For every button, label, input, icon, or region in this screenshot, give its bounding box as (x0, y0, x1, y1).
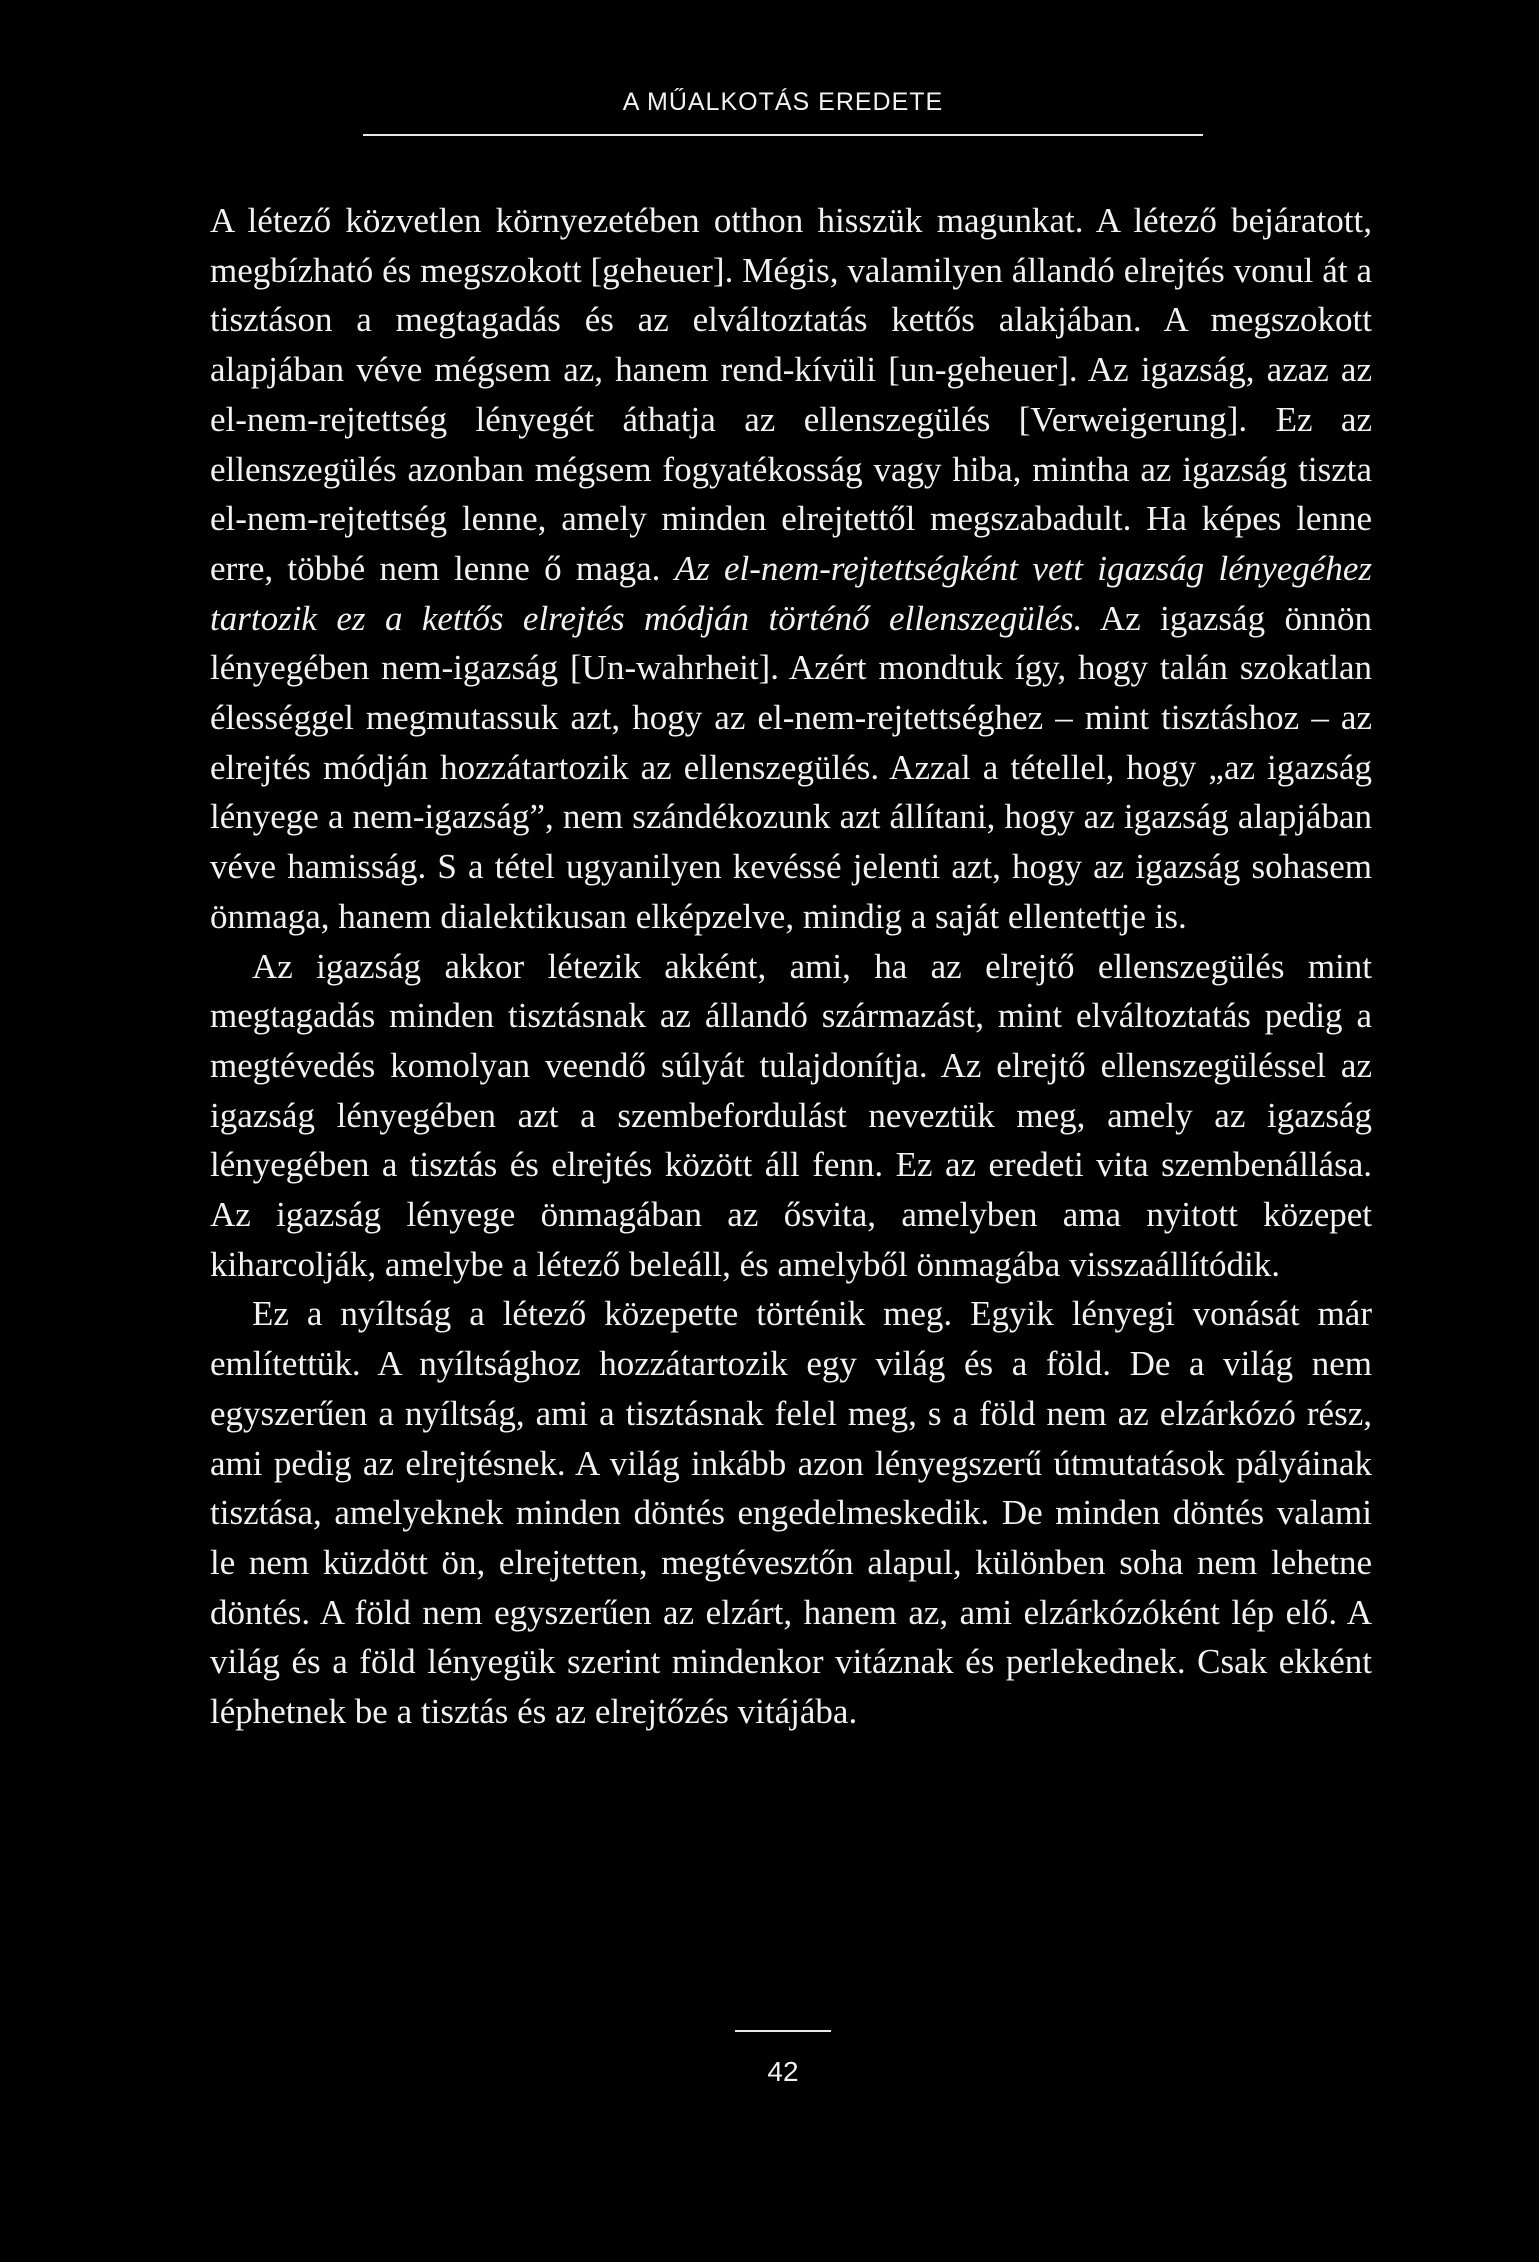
paragraph-1-text-b: Az igazság önnön lényegében nem-igazság [Un-wahrheit]. Azért mondtuk így, hogy talán szokatlan élességgel megmutassuk azt, hogy az el-nem-rejtettséghez – mint tisztáshoz – az elrejtés módján hozzátartozik az ellenszegülés. Azzal a tétellel, hogy „az igazság lényege a nem-igazság”, nem szándékozunk azt állítani, hogy az igazság alapjában véve hamisság. S a tétel ugyanilyen kevéssé jelenti azt, hogy az igazság sohasem önmaga, hanem dialektikusan elképzelve, mindig a saját ellentettje is. (210, 598, 1373, 936)
header-rule (363, 134, 1203, 136)
paragraph-1-italic-emphasis: Az el-nem-rejtettségként vett igazság lényegéhez tartozik ez a kettős elrejtés módján történő ellenszegülés. (210, 548, 1372, 638)
paragraph-3: Ez a nyíltság a létező közepette történik meg. Egyik lényegi vonását már említettük. A nyíltsághoz hozzátartozik egy világ és a föld. De a világ nem egyszerűen a nyíltság, ami a tisztásnak felel meg, s a föld nem az elzárkózó rész, ami pedig az elrejtésnek. A világ inkább azon lényegszerű útmutatások pályáinak tisztása, amelyeknek minden döntés engedelmeskedik. De minden döntés valami le nem küzdött ön, elrejtetten, megtévesztőn alapul, különben soha nem lehetne döntés. A föld nem egyszerűen az elzárt, hanem az, ami elzárkózóként lép elő. A világ és a föld lényegük szerint mindenkor vitáznak és perlekednek. Csak ekként léphetnek be a tisztás és az elrejtőzés vitájába. (210, 1294, 1372, 1732)
paragraph-1-text-a: A létező közvetlen környezetében otthon hisszük magunkat. A létező bejáratott, megbízható és megszokott [geheuer]. Mégis, valamilyen állandó elrejtés vonul át a tisztáson a megtagadás és az elváltoztatás kettős alakjában. A megszokott alapjában véve mégsem az, hanem rend-kívüli [un-geheuer]. Az igazság, azaz az el-nem-rejtettség lényegét áthatja az ellenszegülés [Verweigerung]. Ez az ellenszegülés azonban mégsem fogyatékosság vagy hiba, mintha az igazság tiszta el-nem-rejtettség lenne, amely minden elrejtettől megszabadult. Ha képes lenne erre, többé nem lenne ő maga. (210, 201, 1372, 588)
footer-rule (735, 2030, 831, 2032)
body-text (210, 196, 1372, 1737)
running-head: A MŰALKOTÁS EREDETE (622, 88, 944, 116)
page-number: 42 (767, 2056, 799, 2087)
paragraph-1 (210, 196, 1372, 942)
paragraph-2: Az igazság akkor létezik akként, ami, ha az elrejtő ellenszegülés mint megtagadás minden tisztásnak az állandó származást, mint elváltoztatás pedig a megtévedés komolyan veendő súlyát tulajdonítja. Az elrejtő ellenszegüléssel az igazság lényegében azt a szembefordulást neveztük meg, amely az igazság lényegében a tisztás és elrejtés között áll fenn. Ez az eredeti vita szembenállása. Az igazság lényege önmagában az ősvita, amelyben ama nyitott közepet kiharcolják, amelybe a létező beleáll, és amelyből önmagába visszaállítódik. (210, 946, 1372, 1284)
